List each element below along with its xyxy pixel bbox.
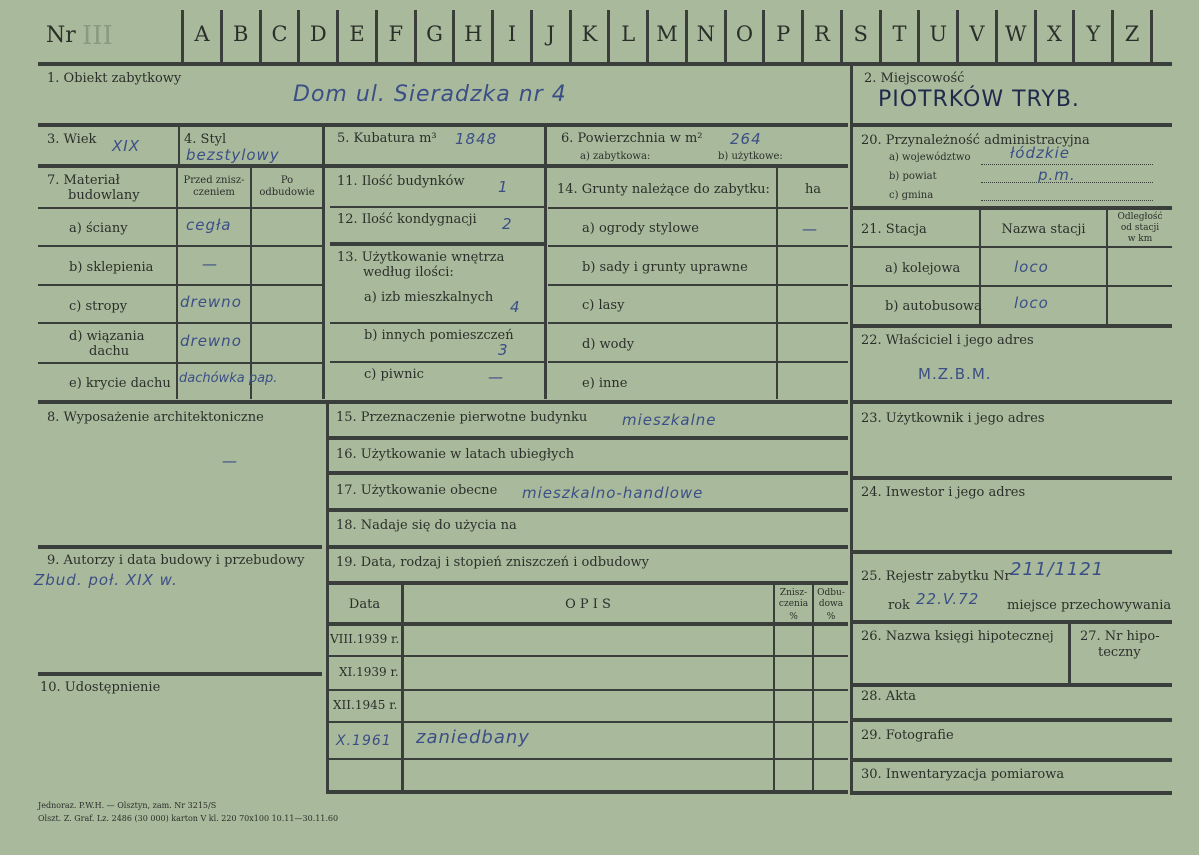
f8-value: — [222, 452, 238, 470]
f19-row-date: X.1961 [336, 733, 392, 749]
rule [852, 206, 1172, 210]
rule [38, 123, 848, 127]
letter-w: W [1004, 22, 1027, 46]
f25-place: miejsce przechowywania [1007, 598, 1172, 613]
rule [548, 207, 848, 209]
letter-separator [762, 10, 765, 62]
letter-g: G [426, 22, 443, 46]
f20-a-line [981, 164, 1153, 165]
f21-label: 21. Stacja [861, 222, 927, 237]
rule [852, 791, 1172, 795]
f2-value: PIOTRKÓW TRYB. [878, 87, 1080, 112]
f9-label: 9. Autorzy i data budowy i przebudowy [47, 553, 305, 568]
f25-rok-value: 22.V.72 [916, 590, 980, 608]
letter-p: P [776, 22, 791, 46]
letter-separator [530, 10, 533, 62]
f21-col-dist1: Odległość [1117, 212, 1163, 222]
letter-separator [879, 10, 882, 62]
f13-c: c) piwnic [364, 367, 424, 382]
f7-row-label: a) ściany [69, 221, 128, 236]
letter-o: O [735, 22, 754, 46]
f19-col-odbu1: Odbu- [817, 588, 845, 598]
letter-j: J [546, 22, 555, 46]
letter-separator [1072, 10, 1075, 62]
rule [326, 655, 848, 657]
rule [326, 508, 848, 512]
f19-pct: % [789, 612, 798, 622]
footer-line2: Olszt. Z. Graf. Lz. 2486 (30 000) karton V kl. 220 70x100 10.11—30.11.60 [38, 814, 339, 823]
rule [852, 718, 1172, 722]
f25-rok-label: rok [888, 598, 910, 613]
f20-b: b) powiat [889, 171, 937, 182]
rule [322, 164, 848, 168]
letter-separator [1111, 10, 1114, 62]
letter-separator [840, 10, 843, 62]
letter-separator [956, 10, 959, 62]
f19-col-data: Data [348, 597, 381, 612]
letter-r: R [814, 22, 830, 46]
rule [852, 123, 1172, 127]
nr-value: III [82, 21, 113, 51]
f20-b-value: p.m. [1038, 166, 1076, 184]
letter-separator [569, 10, 572, 62]
f7-row-value: drewno [180, 332, 242, 350]
f14-row-value: — [802, 220, 818, 238]
f13-b: b) innych pomieszczeń [364, 328, 514, 343]
letter-separator [801, 10, 804, 62]
letter-separator [1034, 10, 1037, 62]
letter-h: H [464, 22, 483, 46]
f25-label: 25. Rejestr zabytku Nr [861, 569, 1011, 584]
f21-col-dist3: w km [1127, 234, 1153, 244]
rule [326, 471, 848, 475]
f21-a: a) kolejowa [885, 261, 961, 276]
f19-row-opis: zaniedbany [416, 727, 530, 748]
rule [852, 476, 1172, 480]
letter-d: D [309, 22, 327, 46]
f7-col1b: czeniem [193, 187, 235, 198]
f19-pct: % [826, 612, 836, 622]
rule [38, 245, 322, 247]
f15-value: mieszkalne [622, 411, 717, 429]
f7-row-value: — [202, 255, 218, 273]
f14-row-label: d) wody [582, 337, 635, 352]
letter-separator [646, 10, 649, 62]
f16-label: 16. Użytkowanie w latach ubiegłych [336, 447, 575, 462]
rule [38, 545, 322, 549]
letter-separator [685, 10, 688, 62]
f17-label: 17. Użytkowanie obecne [336, 483, 498, 498]
rule [330, 242, 544, 246]
f1-value: Dom ul. Sieradzka nr 4 [293, 82, 567, 107]
rule [401, 583, 404, 793]
letter-separator [181, 10, 184, 62]
rule [330, 206, 544, 208]
f23-label: 23. Użytkownik i jego adres [861, 411, 1045, 426]
rule [38, 207, 322, 209]
letter-u: U [929, 22, 948, 46]
f21-col-dist2: od stacji [1120, 223, 1160, 233]
f3-value: XIX [112, 137, 140, 155]
letter-x: X [1047, 22, 1062, 46]
f13-a: a) izb mieszkalnych [364, 290, 494, 305]
letter-f: F [388, 22, 404, 46]
letter-k: K [581, 22, 598, 46]
f14-label: 14. Grunty należące do zabytku: [557, 182, 770, 197]
letter-v: V [969, 22, 985, 46]
f13-label2: według ilości: [363, 265, 454, 280]
f8-label: 8. Wyposażenie architektoniczne [47, 410, 264, 425]
rule [38, 164, 322, 168]
f21-col-name: Nazwa stacji [1001, 222, 1086, 237]
rule [548, 361, 848, 363]
f13-label1: 13. Użytkowanie wnętrza [337, 250, 505, 265]
f19-row-date: XII.1945 r. [333, 698, 398, 712]
rule [326, 436, 848, 440]
rule [326, 581, 848, 585]
letter-separator [336, 10, 339, 62]
rule [326, 689, 848, 691]
rule [38, 284, 322, 286]
f12-label: 12. Ilość kondygnacji [337, 212, 477, 227]
letter-c: C [271, 22, 288, 46]
rule [852, 550, 1172, 554]
letter-e: E [349, 22, 365, 46]
letter-separator [375, 10, 378, 62]
f22-value: M.Z.B.M. [918, 365, 992, 383]
letter-m: M [656, 22, 678, 46]
f19-label: 19. Data, rodzaj i stopień zniszczeń i odbudowy [336, 555, 650, 570]
f11-label: 11. Ilość budynków [337, 174, 465, 189]
f19-col-opis: O P I S [565, 597, 611, 612]
letter-separator [917, 10, 920, 62]
letter-l: L [621, 22, 636, 46]
f13-a-value: 4 [510, 298, 521, 316]
rule [326, 721, 848, 723]
f20-label: 20. Przynależność administracyjna [861, 133, 1090, 148]
f6-a: a) zabytkowa: [580, 151, 651, 162]
rule [852, 285, 1172, 287]
letter-separator [724, 10, 727, 62]
footer-line1: Jednoraz. P.W.H. — Olsztyn, zam. Nr 3215/S [38, 801, 217, 810]
f20-c: c) gmina [889, 190, 934, 201]
f10-label: 10. Udostępnienie [40, 680, 161, 695]
f19-col-znisz2: czenia [778, 599, 809, 609]
letter-separator [452, 10, 455, 62]
f7-col1a: Przed znisz- [183, 175, 245, 186]
f26-label: 26. Nazwa księgi hipotecznej [861, 629, 1054, 644]
rule [178, 127, 180, 164]
f24-label: 24. Inwestor i jego adres [861, 485, 1026, 500]
rule [548, 322, 848, 324]
letter-separator [995, 10, 998, 62]
rule [330, 361, 544, 363]
rule [1068, 622, 1071, 684]
f21-a-value: loco [1014, 258, 1049, 276]
rule [326, 622, 848, 626]
f19-row-date: XI.1939 r. [339, 665, 399, 679]
f14-unit: ha [804, 182, 822, 197]
f7-row-value: cegła [186, 216, 232, 234]
f7-row-label: e) krycie dachu [69, 376, 171, 391]
f7-row-label: d) wiązania [69, 329, 145, 344]
rule [38, 672, 322, 676]
letter-b: B [233, 22, 249, 46]
f20-c-line [981, 200, 1153, 201]
rule [852, 620, 1172, 624]
rule [38, 362, 322, 364]
f7-col2a: Po [280, 175, 294, 186]
f27-label1: 27. Nr hipo- [1080, 629, 1160, 644]
f13-c-value: — [488, 368, 504, 386]
f29-label: 29. Fotografie [861, 728, 954, 743]
f7-label1: 7. Materiał [47, 173, 120, 188]
rule [38, 322, 322, 324]
f27-label2: teczny [1098, 645, 1141, 660]
f7-row-label: c) stropy [69, 299, 128, 314]
f7-row-value: dachówka pap. [179, 371, 278, 386]
f19-col-odbu2: dowa [818, 599, 844, 609]
letter-separator [1150, 10, 1153, 62]
f4-label: 4. Styl [184, 132, 227, 147]
f22-label: 22. Właściciel i jego adres [861, 333, 1034, 348]
letter-separator [414, 10, 417, 62]
letter-n: N [696, 22, 715, 46]
letter-i: I [507, 22, 517, 46]
f28-label: 28. Akta [861, 689, 917, 704]
f2-label: 2. Miejscowość [864, 71, 965, 86]
f7-row-label: dachu [89, 344, 130, 359]
f1-label: 1. Obiekt zabytkowy [47, 71, 182, 86]
rule [330, 322, 544, 324]
rule [852, 758, 1172, 762]
rule [326, 790, 848, 794]
f7-row-label: b) sklepienia [69, 260, 154, 275]
f13-b-value: 3 [498, 341, 509, 359]
f14-row-label: c) lasy [582, 298, 625, 313]
f3-label: 3. Wiek [47, 132, 97, 147]
letter-separator [220, 10, 223, 62]
f19-row-date: VIII.1939 r. [330, 632, 400, 646]
rule [544, 127, 547, 165]
rule [852, 683, 1172, 687]
f4-value: bezstylowy [186, 146, 280, 164]
f7-col2b: odbudowie [259, 187, 315, 198]
rule [548, 284, 848, 286]
f6-b: b) użytkowe: [718, 151, 783, 162]
f15-label: 15. Przeznaczenie pierwotne budynku [336, 410, 588, 425]
rule [852, 246, 1172, 248]
f7-label2: budowlany [68, 188, 140, 203]
letter-s: S [853, 22, 868, 46]
rule [548, 245, 848, 247]
rule [322, 400, 848, 404]
f11-value: 1 [498, 178, 509, 196]
letter-y: Y [1086, 22, 1101, 46]
letter-t: T [892, 22, 907, 46]
f7-row-value: drewno [180, 293, 242, 311]
f30-label: 30. Inwentaryzacja pomiarowa [861, 767, 1065, 782]
rule [852, 324, 1172, 328]
header-bottom-rule [38, 62, 1172, 66]
letter-z: Z [1124, 22, 1140, 46]
f9-value: Zbud. poł. XIX w. [34, 571, 178, 589]
f19-col-znisz1: Znisz- [779, 588, 808, 598]
f17-value: mieszkalno-handlowe [522, 484, 704, 502]
f14-row-label: e) inne [582, 376, 628, 391]
rule [326, 545, 848, 549]
f6-label: 6. Powierzchnia w m² [561, 131, 703, 146]
f25-value: 211/1121 [1010, 559, 1105, 580]
letter-separator [607, 10, 610, 62]
f14-row-label: a) ogrody stylowe [582, 221, 699, 236]
letter-separator [491, 10, 494, 62]
rule [326, 758, 848, 760]
rule [544, 168, 547, 399]
f20-a: a) województwo [889, 152, 971, 163]
f20-a-value: łódzkie [1010, 144, 1070, 162]
letter-a: A [194, 22, 210, 46]
f14-row-label: b) sady i grunty uprawne [582, 260, 748, 275]
letter-separator [297, 10, 300, 62]
rule [38, 400, 322, 404]
rule [852, 400, 1172, 404]
f6-value: 264 [730, 130, 762, 148]
f18-label: 18. Nadaje się do użycia na [336, 518, 517, 533]
f12-value: 2 [502, 215, 513, 233]
f5-label: 5. Kubatura m³ [337, 131, 437, 146]
f21-b-value: loco [1014, 294, 1049, 312]
f5-value: 1848 [455, 130, 498, 148]
letter-separator [259, 10, 262, 62]
nr-label: Nr [46, 23, 76, 48]
f21-b: b) autobusowa [885, 299, 982, 314]
